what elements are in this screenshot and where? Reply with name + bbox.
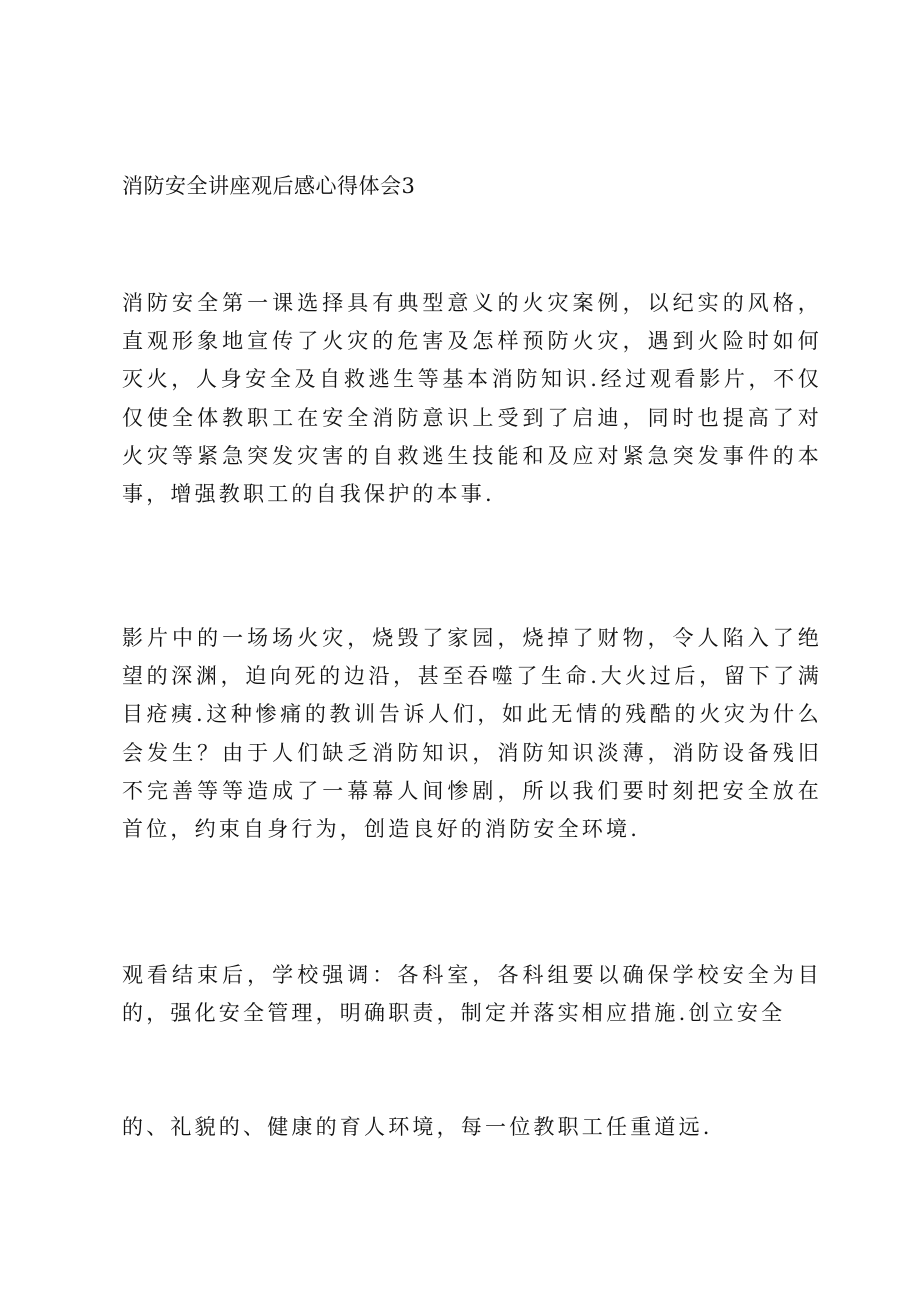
paragraph-1: 消防安全第一课选择具有典型意义的火灾案例，以纪实的风格，直观形象地宣传了火灾的危害及怎样预防火灾，遇到火险时如何灭火，人身安全及自救逃生等基本消防知识.经过观看影片，不仅仅使全体教职工在安全消防意识上受到了启迪，同时也提高了对火灾等紧急突发灾害的自救逃生技能和及应对紧急突发事件的本事，增强教职工的自我保护的本事.: [122, 291, 822, 507]
paragraph-3: 观看结束后，学校强调：各科室，各科组要以确保学校安全为目的，强化安全管理，明确职责，制定并落实相应措施.创立安全: [122, 963, 822, 1026]
paragraph-2: 影片中的一场场火灾，烧毁了家园，烧掉了财物，令人陷入了绝望的深渊，迫向死的边沿，甚至吞噬了生命.大火过后，留下了满目疮痍.这种惨痛的教训告诉人们，如此无情的残酷的火灾为什么会发生？由于人们缺乏消防知识，消防知识淡薄，消防设备残旧不完善等等造成了一幕幕人间惨剧，所以我们要时刻把安全放在首位，约束自身行为，创造良好的消防安全环境.: [122, 626, 822, 842]
paragraph-4: 的、礼貌的、健康的育人环境，每一位教职工任重道远.: [122, 1115, 713, 1139]
document-title: 消防安全讲座观后感心得体会3: [122, 174, 416, 198]
